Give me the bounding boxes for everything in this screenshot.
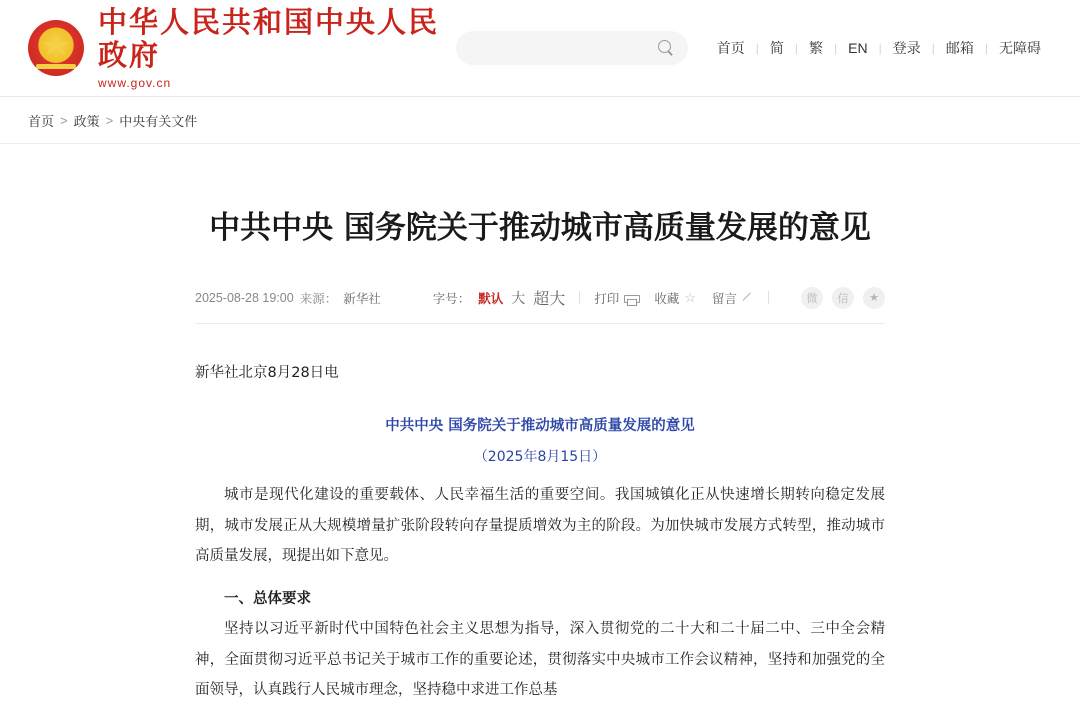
breadcrumb-separator: >: [60, 112, 68, 128]
article: [0, 165, 1080, 705]
breadcrumb-item-current: 中央有关文件: [119, 113, 198, 129]
paragraph: 城市是现代化建设的重要载体、人民幸福生活的重要空间。我国城镇化正从快速增长期转向稳定发展期，城市发展正从大规模增量扩张阶段转向存量提质增效为主的阶段。为加快城市发展方式转型，推动城市高质量发展，现提出如下意见。: [195, 487, 885, 565]
nav-item-home[interactable]: 首页: [716, 40, 745, 56]
site-brand[interactable]: [28, 6, 456, 91]
breadcrumb-item-home[interactable]: 首页: [28, 113, 55, 129]
section-heading: 一、总体要求: [224, 590, 311, 607]
print-button[interactable]: [594, 289, 638, 307]
nav-separator: |: [794, 41, 799, 55]
wechat-icon[interactable]: 信: [832, 287, 854, 309]
meta-right: [433, 286, 885, 309]
breadcrumb-divider: [0, 143, 1080, 144]
dateline: 新华社北京8月28日电: [195, 365, 339, 382]
search-icon[interactable]: [658, 40, 674, 56]
favorite-label: 收藏: [654, 291, 680, 306]
source-label: 来源：: [299, 291, 338, 306]
print-icon: [624, 292, 638, 304]
fontsize-option-large[interactable]: 大: [511, 289, 526, 306]
star-icon: ☆: [684, 290, 696, 306]
fontsize-label: 字号：: [432, 291, 471, 306]
nav-item-mail[interactable]: 邮箱: [945, 40, 974, 56]
breadcrumb: [0, 97, 1080, 143]
pencil-icon: [742, 292, 754, 304]
article-body: [195, 324, 885, 705]
nav-item-simplified[interactable]: 简: [769, 40, 784, 56]
meta-left: [195, 289, 381, 307]
nav-separator: |: [834, 41, 838, 55]
document-date: （2025年8月15日）: [473, 449, 607, 466]
nav-separator: |: [755, 41, 759, 55]
nav-separator: |: [984, 41, 988, 55]
fontsize-option-xlarge[interactable]: 超大: [533, 291, 566, 309]
search-input[interactable]: [470, 40, 652, 57]
favorite-button[interactable]: [654, 289, 696, 307]
brand-title: 中华人民共和国中央人民政府: [98, 4, 440, 72]
meta-divider: [579, 291, 580, 304]
paragraph: 坚持以习近平新时代中国特色社会主义思想为指导，深入贯彻党的二十大和二十届二中、三中全会精神，全面贯彻习近平总书记关于城市工作的重要论述，贯彻落实中央城市工作会议精神，坚持和加强党的全面领导，认真践行人民城市理念，坚持稳中求进工作总基: [195, 621, 885, 699]
page-title: 中共中央 国务院关于推动城市高质量发展的意见: [209, 209, 871, 246]
breadcrumb-separator: >: [105, 112, 114, 128]
source-value: 新华社: [343, 291, 381, 306]
nav-separator: |: [931, 41, 935, 55]
weibo-icon[interactable]: 微: [801, 287, 823, 309]
comment-label: 留言: [711, 291, 737, 306]
meta-divider: [768, 291, 769, 304]
publish-datetime: 2025-08-28 19:00: [195, 290, 294, 305]
header-right: [456, 31, 1052, 65]
article-meta-bar: [195, 284, 885, 324]
brand-domain: www.gov.cn: [98, 76, 172, 91]
nav-item-traditional[interactable]: 繁: [809, 40, 824, 56]
document-title: 中共中央 国务院关于推动城市高质量发展的意见: [385, 417, 695, 434]
search-box[interactable]: [456, 31, 688, 65]
nav-separator: |: [878, 41, 882, 55]
header-nav: [706, 38, 1052, 58]
favorite-icon[interactable]: ★: [863, 287, 885, 309]
fontsize-control: [433, 286, 566, 309]
nav-item-english[interactable]: EN: [848, 40, 868, 56]
breadcrumb-item-policy[interactable]: 政策: [73, 113, 100, 129]
brand-text: [98, 6, 456, 91]
nav-item-accessibility[interactable]: 无障碍: [999, 40, 1041, 56]
fontsize-option-default[interactable]: 默认: [478, 291, 504, 306]
site-header: [0, 0, 1080, 96]
national-emblem-icon: [28, 20, 84, 76]
nav-item-login[interactable]: 登录: [892, 40, 921, 56]
share-group: [801, 287, 885, 309]
comment-button[interactable]: [712, 289, 754, 307]
print-label: 打印: [594, 291, 620, 306]
